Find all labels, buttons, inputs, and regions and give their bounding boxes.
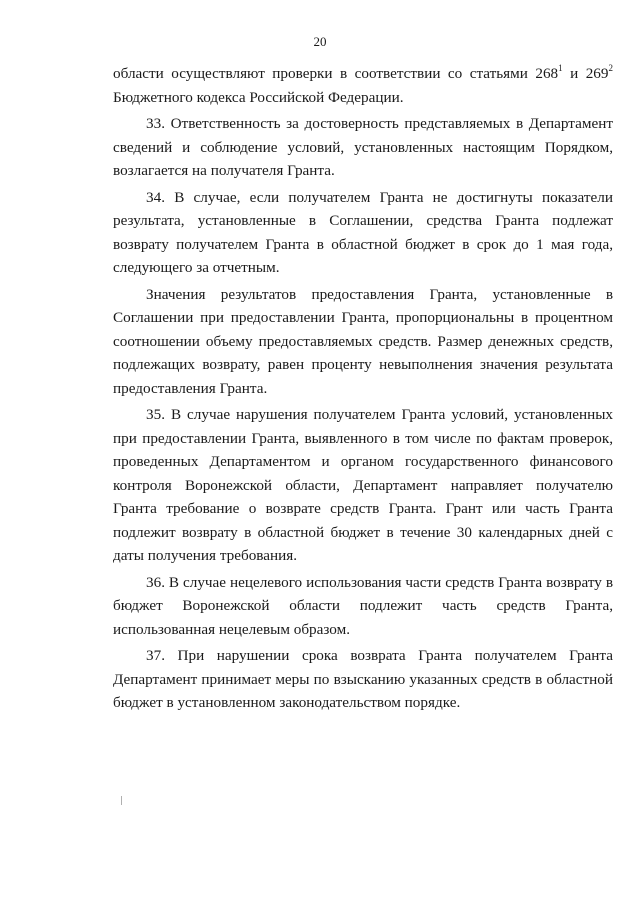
scan-margin-mark [121,796,122,805]
superscript-article-269: 2 [608,63,613,73]
document-body [113,62,613,718]
paragraph-34: 34. В случае, если получателем Гранта не достигнуты показатели результата, установленные в Соглашении, средства Гранта подлежат возврату получателем Гранта в областной бюджет в срок до 1 мая года, следующего за отчетным. [113,188,613,276]
paragraph-continuation-text-mid: и 269 [562,65,609,82]
paragraph-34-results: Значения результатов предоставления Гранта, установленные в Соглашении при предоставлении Гранта, пропорциональны в процентном соотношении объему предоставляемых средств. Размер денежных средств, подлежащих возврату, равен проценту невыполнения значения результата предоставления Гранта. [113,285,613,397]
paragraph-continuation [113,62,613,109]
page-number: 20 [313,34,327,49]
paragraph-continuation-text: области осуществляют проверки в соответствии со статьями 268 [113,65,559,82]
paragraph-35: 35. В случае нарушения получателем Гранта условий, установленных при предоставлении Гранта, выявленного в том числе по фактам проверок, проведенных Департаментом и органом государственного финансового контроля Воронежской области, Департамент направляет получателю Гранта требование о возврате средств Гранта. Грант или часть Гранта подлежит возврату в областной бюджет в течение 30 календарных дней с даты получения требования. [113,406,613,564]
paragraph-continuation-text-end: Бюджетного кодекса Российской Федерации. [113,88,404,106]
superscript-article-268: 1 [558,63,563,73]
paragraph-36: 36. В случае нецелевого использования части средств Гранта возврату в бюджет Воронежской области подлежит часть средств Гранта, использованная нецелевым образом. [113,573,613,638]
paragraph-33: 33. Ответственность за достоверность представляемых в Департамент сведений и соблюдение условий, установленных настоящим Порядком, возлагается на получателя Гранта. [113,115,613,179]
paragraph-37: 37. При нарушении срока возврата Гранта получателем Гранта Департамент принимает меры по взысканию указанных средств в областной бюджет в установленном законодательством порядке. [113,647,613,711]
